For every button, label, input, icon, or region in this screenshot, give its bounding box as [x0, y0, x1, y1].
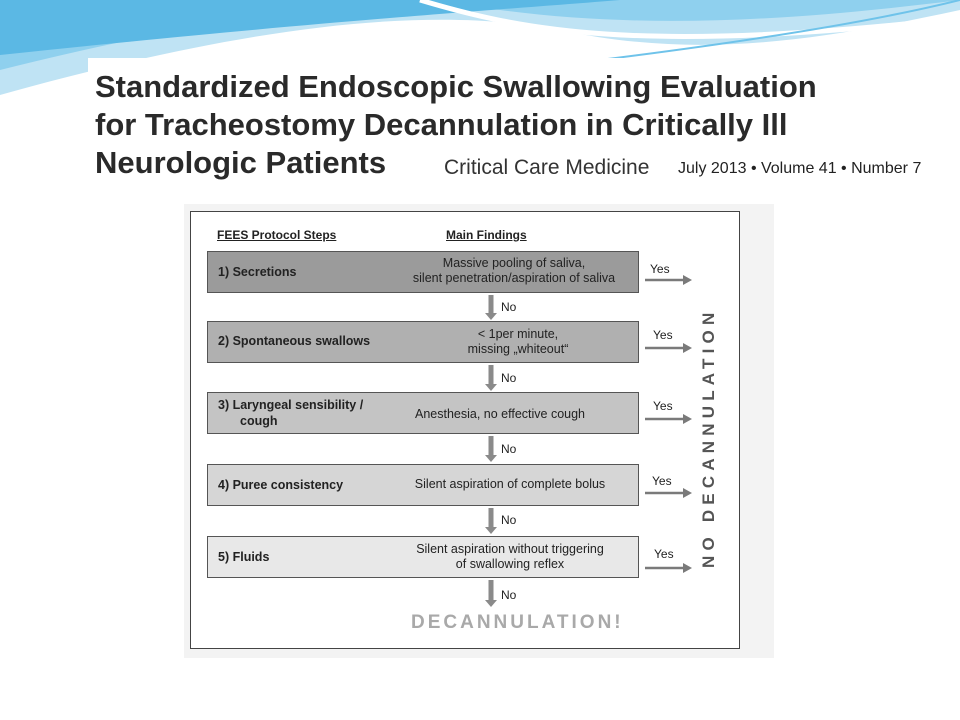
- step-finding: Massive pooling of saliva, silent penetration/aspiration of saliva: [412, 256, 616, 285]
- yes-label: Yes: [652, 474, 672, 488]
- step-finding: Silent aspiration without triggering of swallowing reflex: [416, 542, 604, 571]
- no-decannulation-label: [699, 274, 729, 574]
- yes-label: Yes: [654, 547, 674, 561]
- decannulation-outcome: DECANNULATION!: [411, 612, 624, 633]
- flow-arrows: [191, 212, 739, 648]
- no-label: No: [501, 371, 517, 385]
- journal-name: Critical Care Medicine: [444, 156, 650, 179]
- step-label: 1) Secretions: [218, 265, 297, 279]
- column-header-steps: FEES Protocol Steps: [217, 228, 337, 242]
- step-finding: Silent aspiration of complete bolus: [414, 477, 606, 491]
- fees-flowchart: [190, 211, 740, 649]
- paper-title: Standardized Endoscopic Swallowing Evaluation for Tracheostomy Decannulation in Critically Ill Neurologic Patients: [95, 69, 817, 180]
- step-label: 3) Laryngeal sensibility / cough: [218, 398, 364, 428]
- no-label: No: [501, 513, 517, 527]
- no-label: No: [501, 442, 517, 456]
- no-label: No: [501, 588, 517, 602]
- step-label: 4) Puree consistency: [218, 478, 344, 492]
- no-label: No: [501, 300, 517, 314]
- yes-label: Yes: [653, 399, 673, 413]
- svg-text:NO DECANNULATION: NO DECANNULATION: [699, 307, 718, 568]
- step-label: 5) Fluids: [218, 550, 270, 564]
- yes-label: Yes: [653, 328, 673, 342]
- journal-issue: July 2013 • Volume 41 • Number 7: [672, 156, 948, 190]
- step-finding: < 1per minute, missing „whiteout“: [467, 327, 569, 356]
- column-header-findings: Main Findings: [446, 228, 527, 242]
- step-finding: Anesthesia, no effective cough: [414, 407, 586, 421]
- step-label: 2) Spontaneous swallows: [218, 334, 371, 348]
- yes-label: Yes: [650, 262, 670, 276]
